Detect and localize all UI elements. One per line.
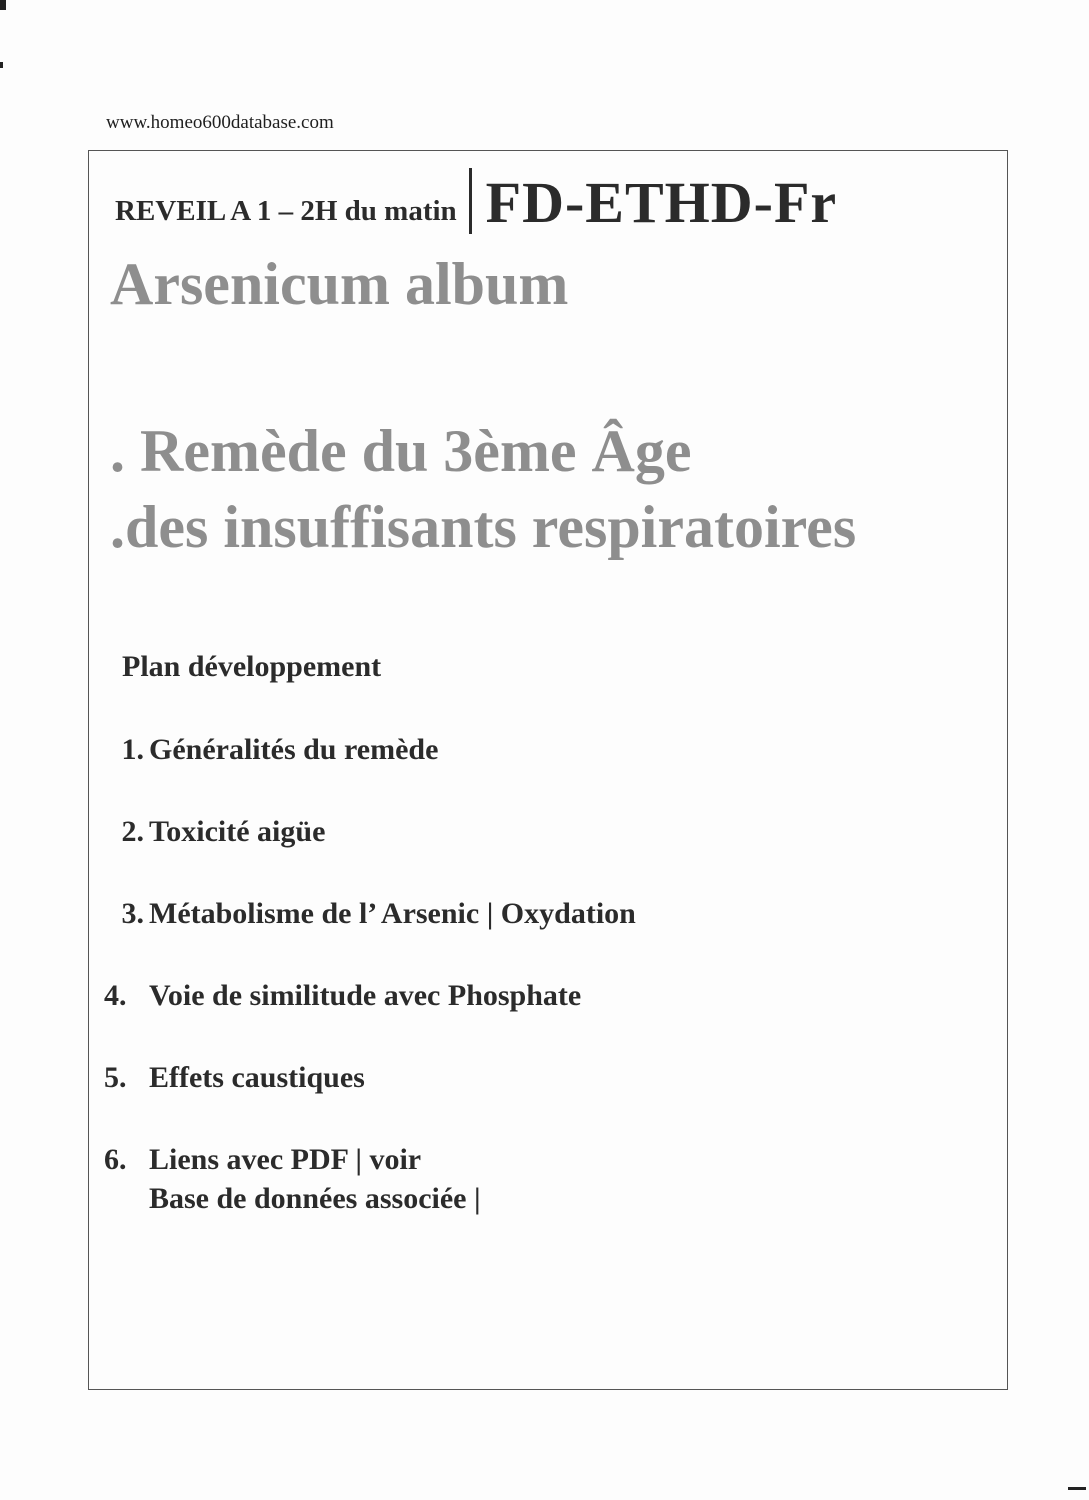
site-url: www.homeo600database.com: [106, 112, 334, 133]
plan-item-number: 6.: [104, 1143, 127, 1176]
scan-artifact-top-left: [0, 0, 6, 10]
plan-item: [104, 1061, 365, 1095]
plan-item-number: 5.: [104, 1061, 127, 1094]
plan-item: [104, 1143, 421, 1177]
header-line: [115, 168, 837, 234]
plan-item-number: 3.: [121, 897, 144, 930]
plan-item-text: Liens avec PDF | voir: [149, 1143, 422, 1176]
plan-item-text: Effets caustiques: [149, 1061, 365, 1094]
plan-item: [104, 897, 636, 931]
plan-item-text: Métabolisme de l’ Arsenic | Oxydation: [149, 897, 636, 930]
plan-item-text: Généralités du remède: [149, 733, 439, 766]
plan-item: [104, 733, 438, 767]
plan-title: Plan développement: [122, 650, 382, 683]
subtitle-line: .des insuffisants respiratoires: [110, 494, 857, 560]
document-code: FD-ETHD-Fr: [485, 170, 838, 235]
remedy-name: Arsenicum album: [110, 251, 569, 317]
plan-item-continuation: Base de données associée |: [149, 1182, 481, 1215]
scan-artifact-left: [0, 62, 3, 68]
scan-artifact-bottom-right: [1068, 1487, 1086, 1490]
plan-item: [104, 979, 581, 1013]
plan-item-number: 1.: [121, 733, 144, 766]
plan-item-text: Voie de similitude avec Phosphate: [149, 979, 582, 1012]
wake-time-label: REVEIL A 1 – 2H du matin: [115, 195, 457, 227]
header-separator: [469, 168, 472, 234]
subtitle-line: . Remède du 3ème Âge: [110, 418, 692, 484]
plan-item-number: 2.: [121, 815, 144, 848]
plan-item-text: Toxicité aigüe: [149, 815, 326, 848]
plan-item: [104, 815, 325, 849]
plan-item-number: 4.: [104, 979, 127, 1012]
